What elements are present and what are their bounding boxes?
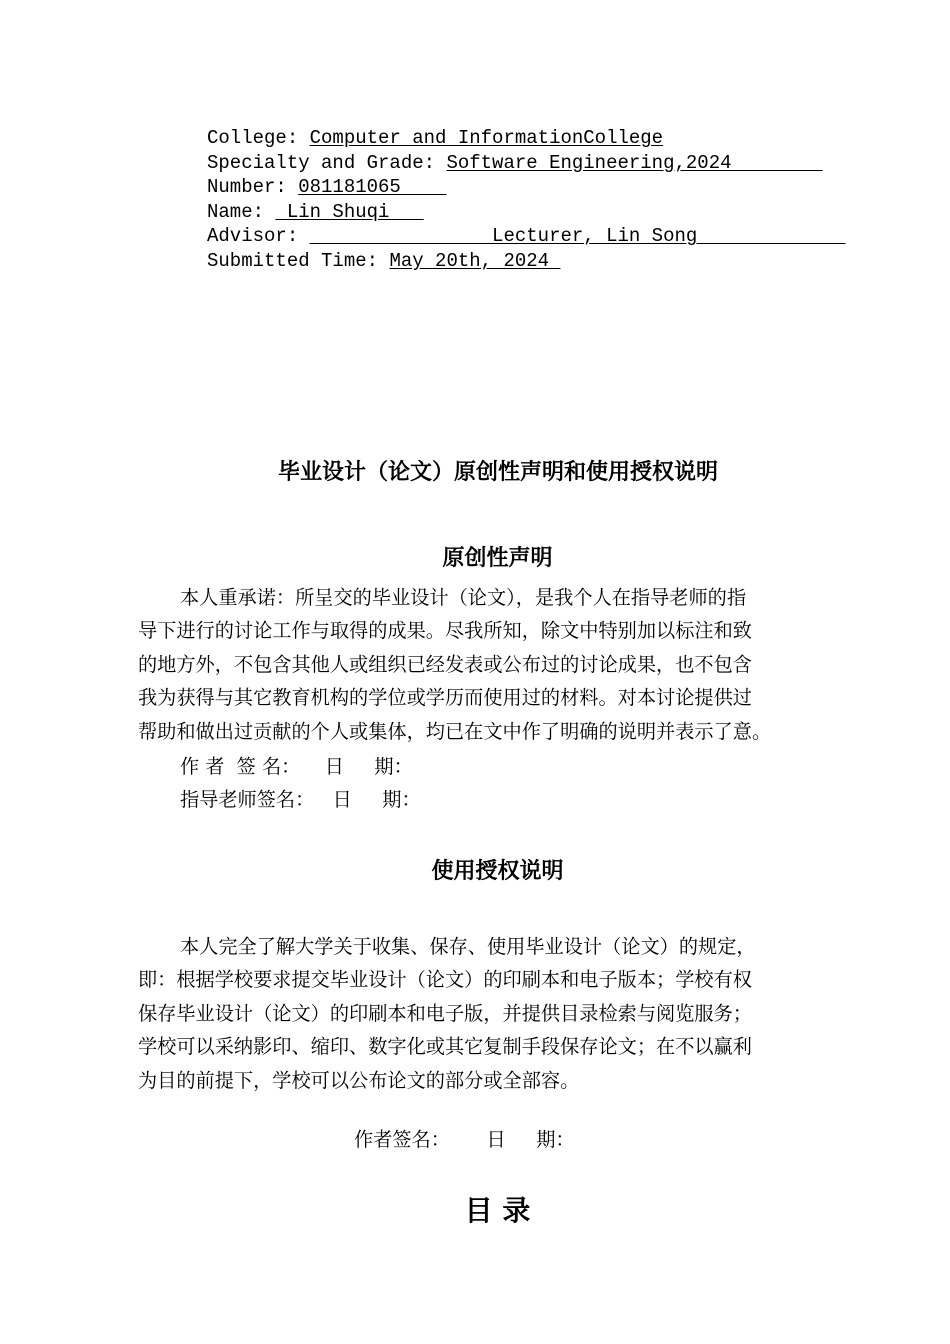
college-value: Computer and InformationCollege: [309, 127, 664, 149]
authorization-signature-line: 作者签名： 日 期：: [354, 1128, 575, 1151]
originality-heading: 原创性声明: [442, 546, 553, 571]
submitted-row: [207, 249, 846, 274]
toc-heading: 目 录: [464, 1194, 531, 1227]
cover-info: [207, 126, 846, 274]
specialty-row: [207, 151, 846, 176]
originality-paragraph: [138, 581, 866, 748]
specialty-label: Specialty and Grade:: [207, 151, 447, 174]
specialty-value: Software Engineering,2024: [446, 151, 823, 174]
authorization-paragraph: [138, 930, 866, 1097]
college-row: [207, 126, 846, 151]
authorization-line: 学校可以采纳影印、缩印、数字化或其它复制手段保存论文；在不以赢利: [138, 1035, 752, 1059]
submitted-value: May 20th, 2024: [389, 249, 561, 272]
originality-line: 的地方外，不包含其他人或组织已经发表或公布过的讨论成果，也不包含: [138, 652, 752, 676]
declaration-title: 毕业设计（论文）原创性声明和使用授权说明: [277, 460, 718, 485]
number-label: Number:: [207, 176, 299, 199]
name-value: Lin Shuqi: [275, 200, 424, 223]
author-signature-line: 作 者 签 名： 日 期：: [180, 755, 413, 778]
authorization-heading: 使用授权说明: [431, 859, 564, 884]
advisor-label: Advisor:: [207, 225, 310, 248]
advisor-value: Lecturer, Lin Song: [309, 225, 846, 248]
originality-line: 帮助和做出过贡献的个人或集体，均已在文中作了明确的说明并表示了意。: [138, 719, 772, 743]
number-value: 081181065: [298, 176, 447, 199]
authorization-line: 保存毕业设计（论文）的印刷本和电子版，并提供目录检索与阅览服务；: [138, 1001, 752, 1025]
originality-line: 本人重承诺：所呈交的毕业设计（论文），是我个人在指导老师的指: [180, 586, 747, 609]
name-label: Name:: [207, 200, 276, 223]
college-label: College:: [207, 127, 310, 149]
authorization-line: 本人完全了解大学关于收集、保存、使用毕业设计（论文）的规定，: [180, 935, 756, 958]
advisor-signature-line: 指导老师签名： 日 期：: [180, 788, 421, 811]
advisor-row: [207, 224, 846, 249]
name-row: [207, 200, 846, 225]
authorization-line: 为目的前提下，学校可以公布论文的部分或全部容。: [138, 1068, 580, 1092]
originality-line: 我为获得与其它教育机构的学位或学历而使用过的材料。对本讨论提供过: [138, 686, 752, 710]
authorization-line: 即：根据学校要求提交毕业设计（论文）的印刷本和电子版本；学校有权: [138, 968, 752, 992]
submitted-label: Submitted Time:: [207, 249, 390, 272]
originality-line: 导下进行的讨论工作与取得的成果。尽我所知，除文中特别加以标注和致: [138, 619, 752, 643]
number-row: [207, 175, 846, 200]
